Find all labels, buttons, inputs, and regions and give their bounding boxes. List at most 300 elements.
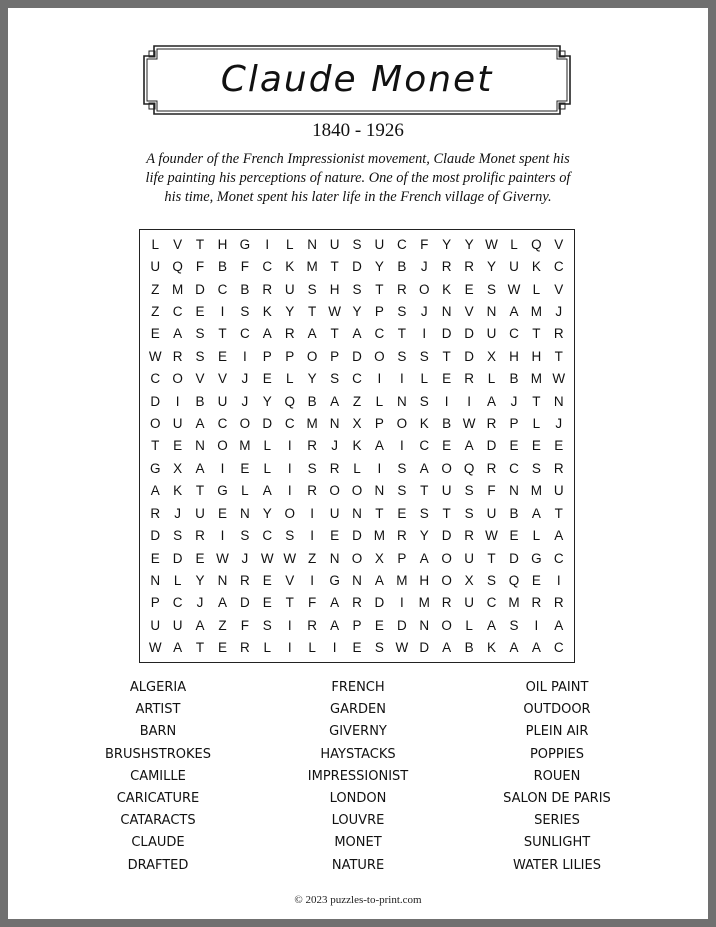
grid-letter: W [148,348,162,364]
grid-letter: Y [195,573,205,589]
grid-letter: Y [262,505,272,521]
grid-letter: X [173,460,183,476]
grid-letter: A [352,326,362,342]
grid-letter: C [240,326,250,342]
grid-letter: N [352,573,362,589]
grid-letter: K [352,438,362,454]
grid-letter: H [531,348,542,364]
grid-letter: N [419,617,430,633]
grid-letter: R [352,595,362,611]
grid-letter: Z [308,550,317,566]
grid-letter: N [307,236,318,252]
word-list-item: ALGERIA [129,680,187,695]
grid-letter: K [531,259,541,275]
grid-letter: B [509,371,519,387]
grid-letter: C [509,326,519,342]
grid-letter: F [308,595,317,611]
grid-letter: A [531,640,541,656]
grid-letter: C [284,416,295,432]
grid-letter: W [260,550,274,566]
grid-letter: A [509,640,519,656]
grid-letter: E [240,460,250,476]
word-list-item: GIVERNY [329,724,387,740]
grid-letter: Y [352,303,362,319]
life-dates: 1840 - 1926 [312,120,404,141]
grid-letter: G [217,483,228,499]
grid-letter: S [240,528,250,544]
grid-letter: E [262,573,272,589]
grid-letter: R [441,259,452,275]
grid-letter: T [195,483,205,499]
grid-letter: A [173,326,183,342]
grid-letter: D [509,550,519,566]
grid-letter: E [217,348,227,364]
grid-letter: I [399,438,404,454]
grid-letter: D [441,528,452,544]
grid-letter: R [486,416,497,432]
grid-letter: J [241,371,249,387]
grid-letter: X [374,550,384,566]
grid-letter: T [397,326,406,342]
grid-letter: M [171,281,184,297]
grid-letter: L [285,236,294,252]
grid-letter: S [397,460,407,476]
grid-letter: L [308,640,316,656]
letter-grid [139,229,575,663]
grid-letter: V [195,371,205,387]
grid-letter: A [330,393,340,409]
grid-letter: L [263,460,272,476]
grid-letter: U [374,236,385,252]
grid-letter: I [220,303,225,319]
grid-letter: P [397,550,407,566]
grid-letter: R [262,281,273,297]
grid-letter: J [510,393,518,409]
grid-letter: O [441,460,452,476]
grid-letter: A [262,326,272,342]
grid-letter: C [217,416,228,432]
word-list-item: CAMILLE [130,768,186,784]
grid-letter: W [148,640,162,656]
grid-letter: S [195,348,205,364]
grid-letter: R [240,573,250,589]
grid-letter: R [307,438,318,454]
grid-letter: N [486,303,497,319]
grid-letter: O [306,348,318,364]
grid-letter: F [240,259,249,275]
grid-letter: T [554,348,563,364]
grid-letter: L [532,416,541,432]
grid-letter: N [329,550,340,566]
grid-letter: S [307,281,317,297]
word-list-item: MONET [334,835,382,851]
grid-letter: S [397,348,407,364]
grid-letter: I [265,236,270,252]
word-list-item: ARTIST [135,702,181,718]
word-list-item: IMPRESSIONIST [307,768,409,784]
grid-letter: D [396,617,407,633]
grid-letter: Q [463,460,475,476]
grid-letter: A [419,460,429,476]
grid-letter: A [195,617,205,633]
grid-letter: A [195,416,205,432]
grid-letter: A [217,595,227,611]
grid-letter: D [464,326,474,342]
grid-letter: E [195,550,205,566]
grid-letter: S [509,617,519,633]
grid-letter: R [553,460,564,476]
grid-letter: E [217,505,227,521]
grid-letter: W [507,281,521,297]
word-list-item: CARICATURE [116,790,200,806]
grid-letter: A [531,505,541,521]
grid-letter: U [329,236,340,252]
grid-letter: T [330,326,339,342]
grid-letter: Y [464,236,474,252]
grid-letter: T [218,326,227,342]
grid-letter: I [422,326,427,342]
word-list-item: CLAUDE [131,835,185,851]
grid-letter: S [240,303,250,319]
grid-letter: O [441,573,452,589]
grid-letter: L [375,393,384,409]
grid-letter: T [442,348,451,364]
grid-letter: R [486,460,497,476]
grid-letter: T [151,438,160,454]
grid-letter: I [310,573,315,589]
grid-letter: O [239,416,251,432]
grid-letter: A [419,550,429,566]
grid-letter: K [419,416,429,432]
grid-letter: J [241,393,249,409]
grid-letter: B [217,259,227,275]
grid-letter: A [173,640,183,656]
grid-letter: C [352,371,362,387]
grid-letter: R [284,326,295,342]
grid-letter: W [462,416,476,432]
grid-letter: N [150,573,161,589]
grid-letter: S [195,326,205,342]
grid-letter: A [554,617,564,633]
word-list-item: LOUVRE [331,813,385,829]
grid-letter: P [352,617,362,633]
grid-letter: J [196,595,204,611]
grid-letter: O [329,483,340,499]
grid-letter: A [464,438,474,454]
grid-letter: E [195,303,205,319]
grid-letter: N [553,393,564,409]
grid-letter: M [530,303,542,319]
grid-letter: U [172,617,183,633]
grid-letter: E [509,528,519,544]
grid-letter: D [464,348,474,364]
grid-letter: G [531,550,542,566]
grid-letter: N [329,416,340,432]
grid-letter: U [464,595,474,611]
grid-letter: Y [262,393,272,409]
grid-letter: D [486,438,497,454]
grid-letter: P [262,348,272,364]
grid-letter: C [172,595,183,611]
grid-letter: G [329,573,340,589]
grid-letter: P [285,348,295,364]
grid-letter: E [397,505,407,521]
grid-letter: U [150,617,161,633]
grid-letter: T [554,505,563,521]
grid-letter: S [419,393,429,409]
grid-letter: U [486,505,497,521]
title-frame [140,42,574,118]
grid-letter: S [352,236,362,252]
grid-letter: N [352,505,362,521]
grid-letter: V [464,303,474,319]
grid-letter: Z [151,281,160,297]
grid-letter: R [307,617,318,633]
grid-letter: R [396,281,407,297]
grid-letter: E [173,438,183,454]
grid-letter: A [374,438,384,454]
grid-letter: N [396,393,407,409]
grid-letter: I [399,595,404,611]
grid-letter: I [310,528,315,544]
grid-letter: L [263,438,272,454]
grid-letter: U [553,483,564,499]
grid-letter: S [262,617,272,633]
grid-letter: U [150,259,161,275]
grid-letter: M [418,595,430,611]
grid-letter: D [419,640,430,656]
grid-letter: Y [487,259,497,275]
grid-letter: Z [352,393,362,409]
grid-letter: N [374,483,385,499]
grid-letter: M [530,483,542,499]
grid-letter: E [442,438,452,454]
grid-letter: W [395,640,409,656]
grid-letter: D [262,416,273,432]
grid-letter: O [441,617,452,633]
grid-letter: S [374,640,384,656]
grid-letter: S [419,348,429,364]
grid-letter: S [397,483,407,499]
grid-letter: J [420,259,428,275]
grid-letter: R [464,371,474,387]
intro-paragraph [128,150,588,207]
grid-letter: C [262,528,273,544]
grid-letter: S [464,483,474,499]
grid-letter: R [531,595,542,611]
grid-letter: K [262,303,272,319]
grid-letter: K [487,640,497,656]
grid-letter: C [262,259,273,275]
grid-letter: G [149,460,161,476]
word-column-3 [457,677,657,877]
grid-letter: M [239,438,251,454]
grid-letter: P [374,303,384,319]
grid-letter: N [217,573,228,589]
grid-letter: R [553,326,564,342]
grid-letter: X [464,573,474,589]
grid-letter: D [172,550,183,566]
grid-letter: R [150,505,161,521]
grid-letter: A [330,595,340,611]
word-list-item: POPPIES [529,746,585,762]
word-list-item: ROUEN [533,768,581,784]
grid-letter: L [285,371,294,387]
grid-letter: R [396,528,407,544]
grid-letter: U [441,483,452,499]
grid-letter: C [374,326,385,342]
word-list-item: WATER LILIES [513,857,601,873]
grid-letter: T [330,259,339,275]
grid-letter: D [352,259,362,275]
grid-letter: L [487,371,496,387]
grid-letter: V [217,371,227,387]
grid-letter: I [467,393,471,409]
grid-letter: T [487,550,496,566]
word-list-item: SERIES [534,813,580,829]
grid-letter: S [352,281,362,297]
grid-letter: P [374,416,384,432]
grid-letter: E [509,438,519,454]
word-list-item: CATARACTS [120,813,196,829]
grid-letter: L [420,371,429,387]
grid-letter: A [487,393,497,409]
grid-letter: H [419,573,430,589]
grid-letter: F [420,236,429,252]
grid-letter: O [374,348,385,364]
grid-letter: W [283,550,297,566]
grid-letter: U [195,505,205,521]
grid-letter: C [419,438,430,454]
grid-letter: T [532,393,541,409]
grid-letter: P [330,348,340,364]
word-column-2 [258,677,458,877]
grid-letter: I [377,371,382,387]
grid-letter: I [444,393,449,409]
grid-letter: M [306,416,318,432]
grid-letter: I [310,505,315,521]
grid-letter: I [287,460,292,476]
grid-letter: A [374,573,384,589]
grid-letter: E [217,640,227,656]
grid-letter: U [486,326,497,342]
grid-letter: B [397,259,407,275]
grid-letter: T [420,483,429,499]
grid-letter: Q [508,573,520,589]
grid-letter: I [287,640,292,656]
grid-letter: R [240,640,250,656]
grid-letter: R [464,259,474,275]
word-list-item: FRENCH [331,680,385,695]
grid-letter: M [373,528,386,544]
grid-letter: S [173,528,183,544]
grid-letter: F [487,483,496,499]
grid-letter: U [509,259,519,275]
grid-letter: E [531,573,541,589]
grid-letter: E [150,326,160,342]
grid-letter: H [509,348,519,364]
word-list-item: SUNLIGHT [523,835,591,851]
grid-letter: K [285,259,295,275]
grid-letter: A [330,617,340,633]
grid-letter: E [442,371,452,387]
grid-letter: A [150,483,160,499]
grid-letter: M [530,371,542,387]
grid-letter: U [464,550,474,566]
grid-letter: S [487,281,497,297]
grid-letter: X [487,348,497,364]
grid-letter: B [464,640,474,656]
grid-letter: L [173,573,182,589]
grid-letter: A [307,326,317,342]
grid-letter: G [239,236,251,252]
grid-letter: B [307,393,317,409]
grid-letter: F [195,259,205,275]
grid-letter: R [172,348,183,364]
grid-letter: I [287,617,292,633]
grid-letter: P [150,595,160,611]
grid-letter: D [352,348,362,364]
grid-letter: C [172,303,183,319]
grid-letter: C [396,236,407,252]
grid-letter: B [195,393,205,409]
grid-letter: E [531,438,541,454]
word-list-item: BRUSHSTROKES [105,746,211,762]
grid-letter: K [173,483,183,499]
grid-letter: I [377,460,382,476]
grid-letter: O [217,438,228,454]
grid-letter: R [307,483,318,499]
grid-letter: U [284,281,295,297]
grid-letter: E [262,595,272,611]
grid-letter: S [487,573,497,589]
grid-letter: T [532,326,541,342]
grid-letter: T [195,640,205,656]
grid-letter: D [352,528,362,544]
grid-letter: Y [285,303,295,319]
grid-letter: P [509,416,519,432]
grid-letter: R [464,528,474,544]
word-list-item: DRAFTED [127,857,189,873]
word-column-1 [58,677,258,877]
grid-letter: D [195,281,205,297]
grid-letter: C [217,281,228,297]
grid-letter: O [172,371,183,387]
grid-letter: S [307,460,317,476]
grid-letter: L [151,236,159,252]
grid-letter: T [375,505,384,521]
grid-letter: B [442,416,452,432]
grid-letter: C [553,550,564,566]
grid-letter: T [195,236,205,252]
grid-letter: M [396,573,408,589]
grid-letter: I [332,640,337,656]
grid-letter: Y [307,371,317,387]
grid-letter: T [442,505,451,521]
grid-letter: Q [531,236,542,252]
grid-letter: J [555,416,563,432]
grid-letter: A [262,483,272,499]
grid-letter: I [399,371,404,387]
grid-letter: Y [419,528,429,544]
grid-letter: R [441,595,452,611]
grid-letter: B [509,505,519,521]
grid-letter: U [329,505,340,521]
grid-letter: W [485,528,498,544]
grid-letter: T [375,281,384,297]
grid-letter: C [553,259,564,275]
grid-letter: A [487,617,497,633]
